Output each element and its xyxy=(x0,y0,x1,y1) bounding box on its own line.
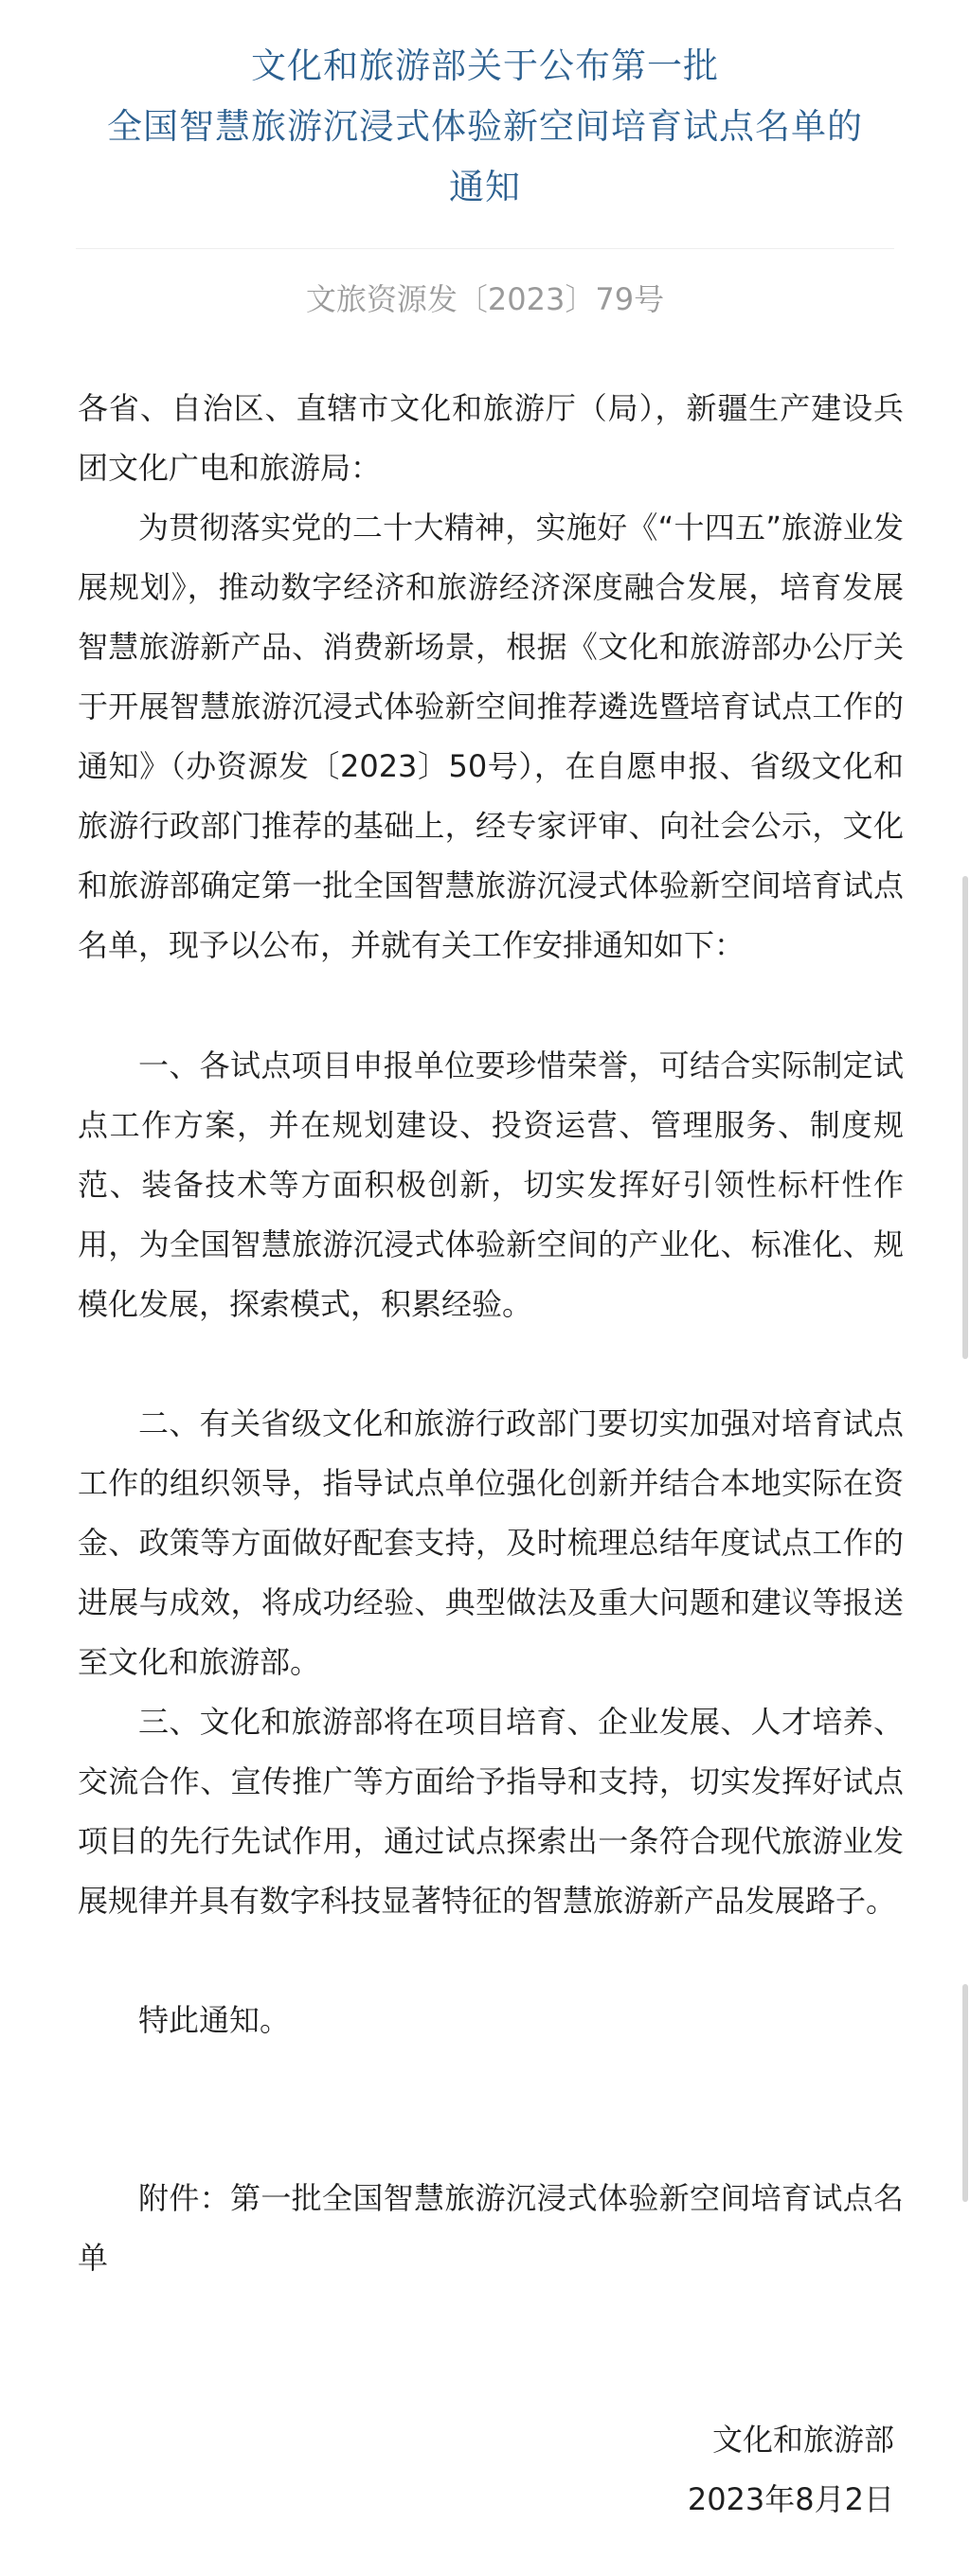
scrollbar-thumb-secondary[interactable] xyxy=(962,1984,968,2202)
document-number: 文旅资源发〔2023〕79号 xyxy=(305,281,665,317)
paragraph-item-2: 二、有关省级文化和旅游行政部门要切实加强对培育试点工作的组织领导，指导试点单位强化创新并结合本地实际在资金、政策等方面做好配套支持，及时梳理总结年度试点工作的进展与成效，将成功经验、典型做法及重大问题和建议等报送至文化和旅游部。 xyxy=(78,1405,904,1680)
signature-organization: 文化和旅游部 xyxy=(711,2422,894,2458)
title-divider xyxy=(76,248,894,249)
intro-paragraph: 为贯彻落实党的二十大精神，实施好《“十四五”旅游业发展规划》，推动数字经济和旅游经济深度融合发展，培育发展智慧旅游新产品、消费新场景，根据《文化和旅游部办公厅关于开展智慧旅游沉浸式体验新空间推荐遴选暨培育试点工作的通知》（办资源发〔2023〕50号），在自愿申报、省级文化和旅游行政部门推荐的基础上，经专家评审、向社会公示，文化和旅游部确定第一批全国智慧旅游沉浸式体验新空间培育试点名单，现予以公布，并就有关工作安排通知如下： xyxy=(78,510,904,963)
closing-remark: 特此通知。 xyxy=(138,2002,291,2038)
paragraph-item-3: 三、文化和旅游部将在项目培育、企业发展、人才培养、交流合作、宣传推广等方面给予指导和支持，切实发挥好试点项目的先行先试作用，通过试点探索出一条符合现代旅游业发展规律并具有数字科技显著特征的智慧旅游新产品发展路子。 xyxy=(78,1704,904,1919)
document-title-line-3: 通知 xyxy=(449,167,521,207)
signature-date: 2023年8月2日 xyxy=(687,2481,894,2517)
paragraph-item-1: 一、各试点项目申报单位要珍惜荣誉，可结合实际制定试点工作方案，并在规划建设、投资运营、管理服务、制度规范、装备技术等方面积极创新，切实发挥好引领性标杆性作用，为全国智慧旅游沉浸式体验新空间的产业化、标准化、规模化发展，探索模式，积累经验。 xyxy=(78,1047,904,1322)
document-title-line-1: 文化和旅游部关于公布第一批 xyxy=(251,45,719,86)
document-title-line-2: 全国智慧旅游沉浸式体验新空间培育试点名单的 xyxy=(107,106,863,147)
addressee: 各省、自治区、直辖市文化和旅游厅（局），新疆生产建设兵团文化广电和旅游局： xyxy=(78,390,904,486)
scrollbar-thumb[interactable] xyxy=(962,876,968,1359)
attachment-note: 附件：第一批全国智慧旅游沉浸式体验新空间培育试点名单 xyxy=(78,2180,904,2276)
